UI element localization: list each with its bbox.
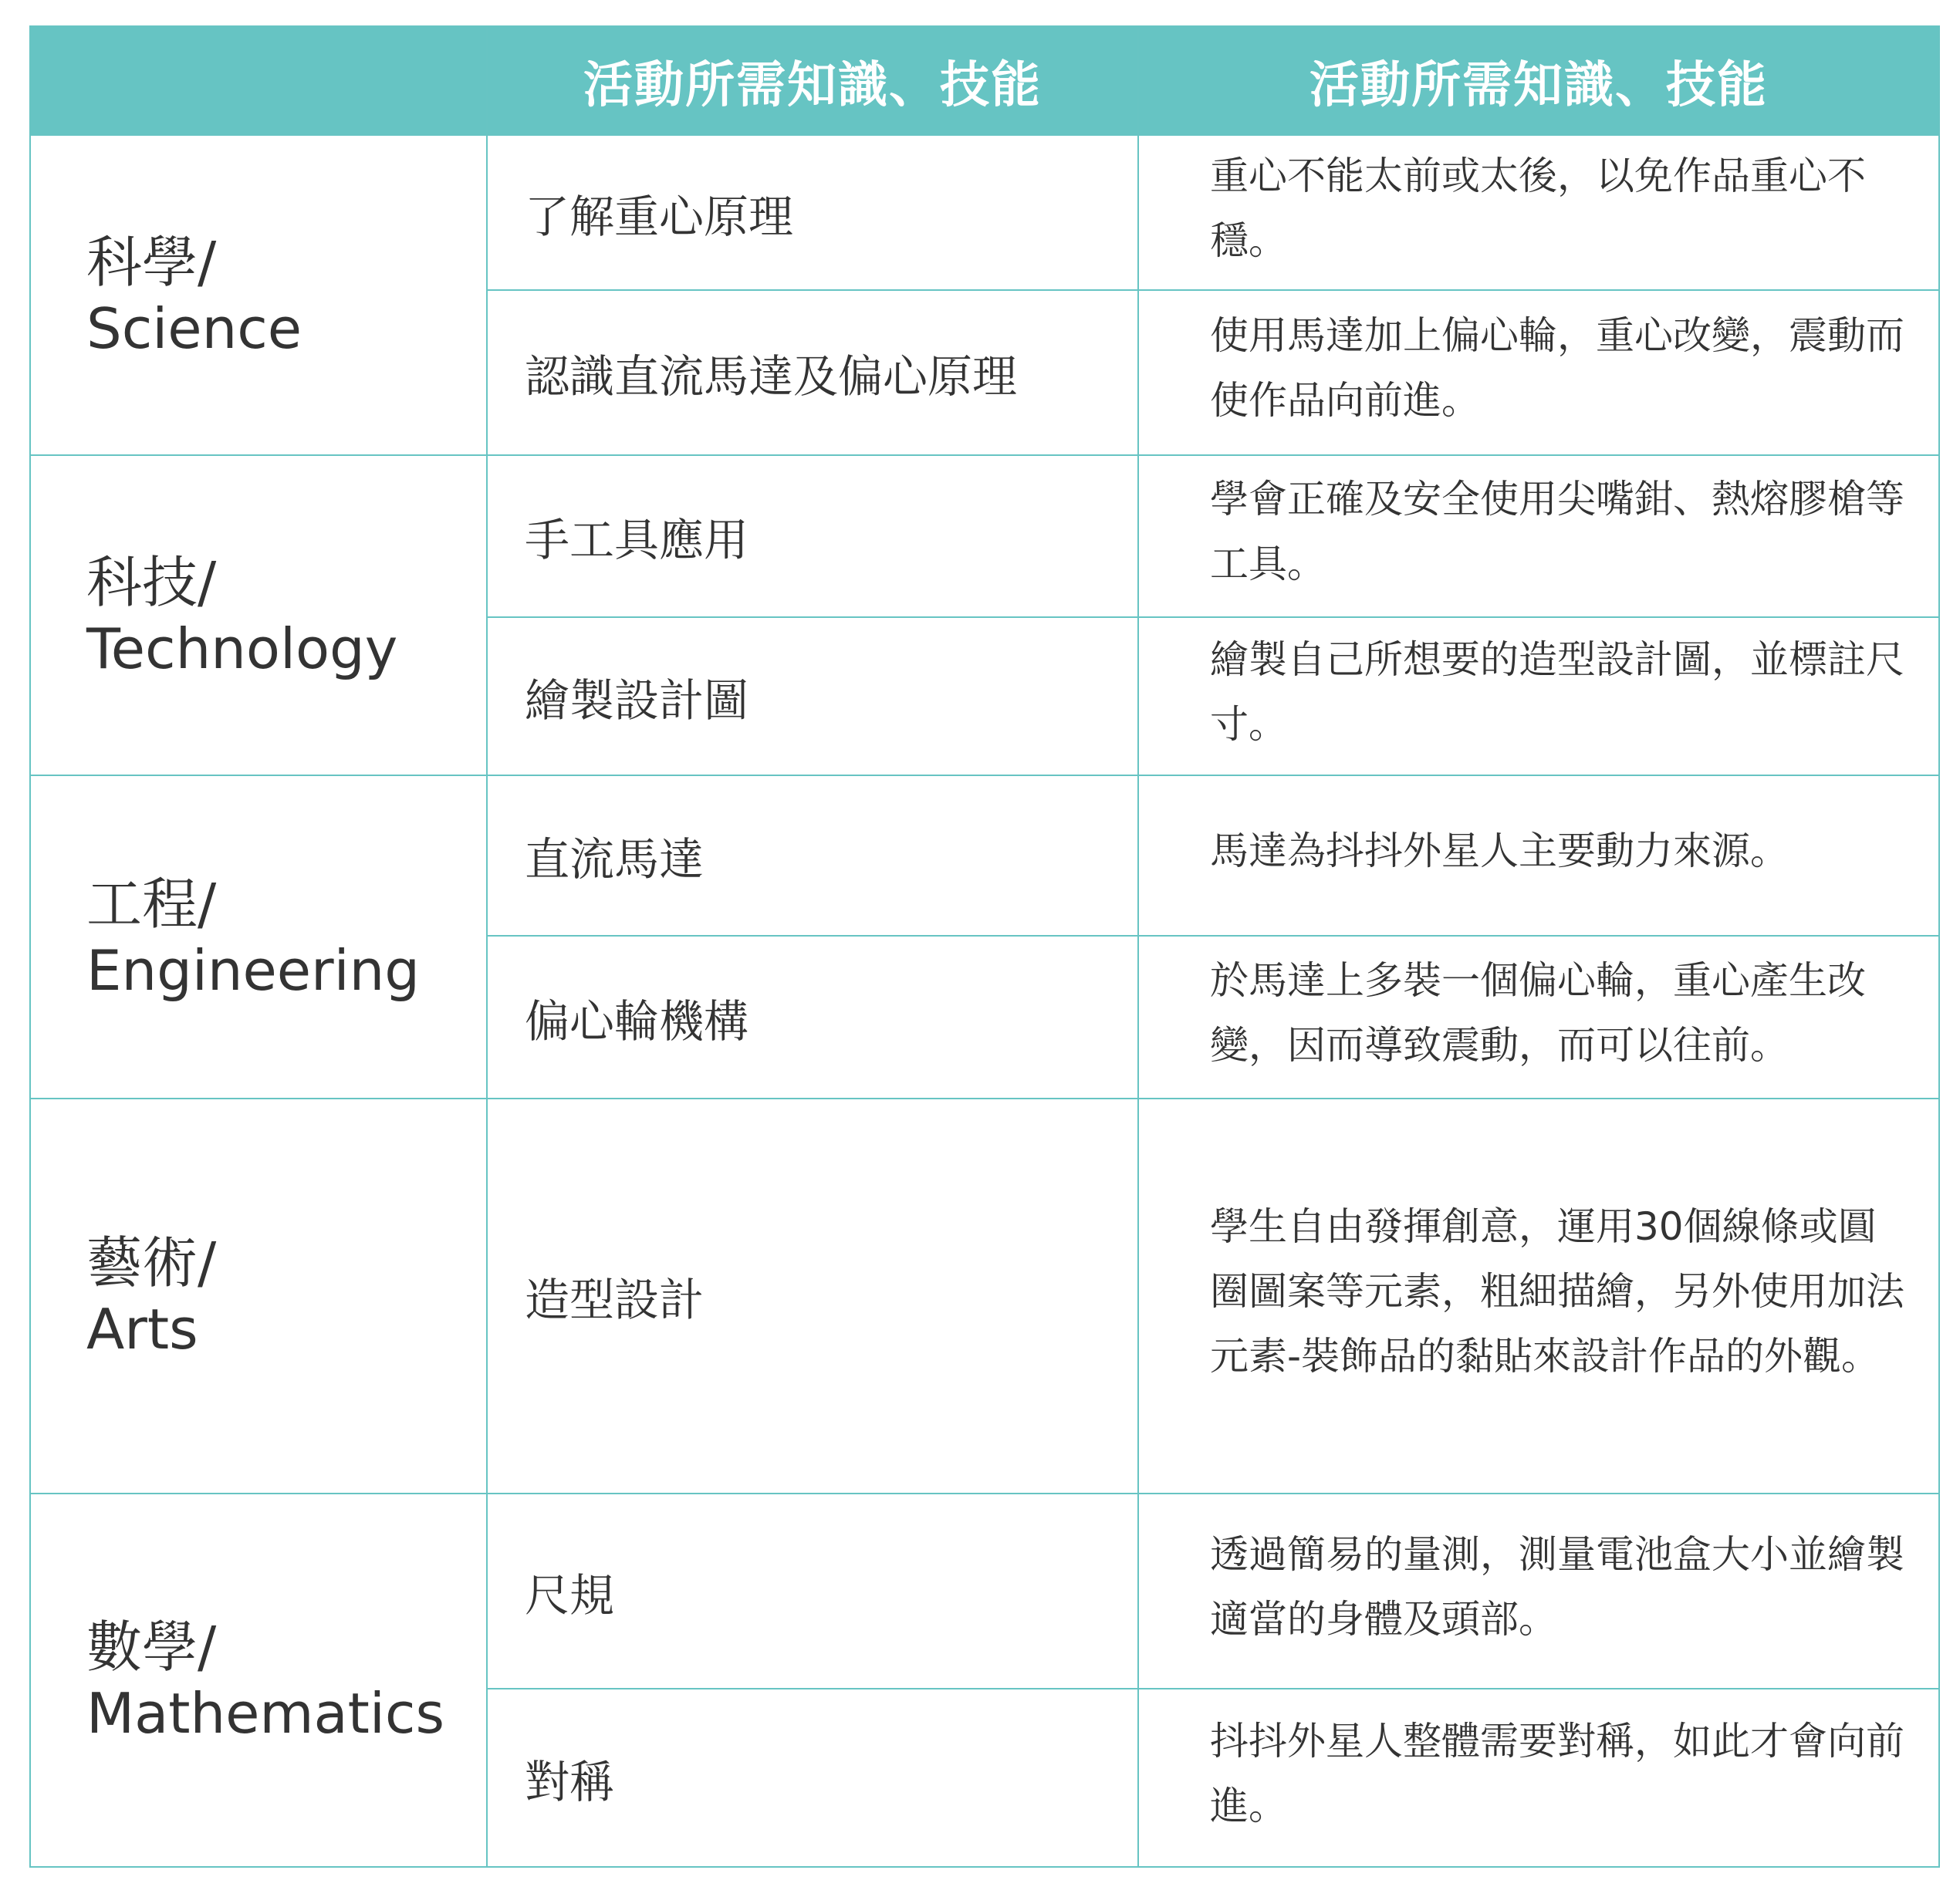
category-en: Technology bbox=[86, 616, 398, 681]
category-arts bbox=[30, 1099, 487, 1494]
header-skills-detail-cell: 活動所需知識、技能 bbox=[1138, 26, 1939, 135]
header-empty-cell bbox=[30, 26, 487, 135]
category-zh: 藝術/ bbox=[86, 1230, 217, 1295]
description-cell: 使用馬達加上偏心輪，重心改變，震動而使作品向前進。 bbox=[1138, 290, 1939, 455]
description-cell: 透過簡易的量測，測量電池盒大小並繪製適當的身體及頭部。 bbox=[1138, 1494, 1939, 1689]
topic-cell: 偏心輪機構 bbox=[487, 936, 1138, 1099]
stem-skills-table bbox=[29, 25, 1940, 1868]
category-en: Science bbox=[86, 295, 302, 361]
topic-cell: 直流馬達 bbox=[487, 775, 1138, 936]
description-cell: 重心不能太前或太後，以免作品重心不穩。 bbox=[1138, 135, 1939, 290]
table-row bbox=[30, 135, 1939, 290]
category-zh: 工程/ bbox=[86, 871, 217, 937]
description-cell: 馬達為抖抖外星人主要動力來源。 bbox=[1138, 775, 1939, 936]
header-row bbox=[30, 26, 1939, 135]
table-row bbox=[30, 1099, 1939, 1494]
category-technology bbox=[30, 455, 487, 775]
header-skills-cell: 活動所需知識、技能 bbox=[487, 26, 1138, 135]
category-en: Arts bbox=[86, 1297, 198, 1362]
category-mathematics bbox=[30, 1494, 487, 1867]
table-row bbox=[30, 455, 1939, 617]
category-zh: 數學/ bbox=[86, 1615, 217, 1679]
category-science bbox=[30, 135, 487, 455]
description-cell: 繪製自己所想要的造型設計圖，並標註尺寸。 bbox=[1138, 617, 1939, 775]
category-en: Engineering bbox=[86, 937, 420, 1003]
description-cell: 於馬達上多裝一個偏心輪，重心產生改變，因而導致震動，而可以往前。 bbox=[1138, 936, 1939, 1099]
description-cell: 抖抖外星人整體需要對稱，如此才會向前進。 bbox=[1138, 1689, 1939, 1867]
description-cell: 學生自由發揮創意，運用30個線條或圓圈圖案等元素，粗細描繪，另外使用加法元素-裝飾品的黏貼來設計作品的外觀。 bbox=[1138, 1099, 1939, 1494]
category-en: Mathematics bbox=[86, 1681, 444, 1746]
topic-cell: 尺規 bbox=[487, 1494, 1138, 1689]
topic-cell: 手工具應用 bbox=[487, 455, 1138, 617]
topic-cell: 了解重心原理 bbox=[487, 135, 1138, 290]
topic-cell: 造型設計 bbox=[487, 1099, 1138, 1494]
table-row bbox=[30, 1494, 1939, 1689]
topic-cell: 對稱 bbox=[487, 1689, 1138, 1867]
table-row bbox=[30, 775, 1939, 936]
topic-cell: 認識直流馬達及偏心原理 bbox=[487, 290, 1138, 455]
topic-cell: 繪製設計圖 bbox=[487, 617, 1138, 775]
category-engineering bbox=[30, 775, 487, 1099]
category-zh: 科技/ bbox=[86, 549, 217, 615]
category-zh: 科學/ bbox=[86, 229, 217, 295]
description-cell: 學會正確及安全使用尖嘴鉗、熱熔膠槍等工具。 bbox=[1138, 455, 1939, 617]
